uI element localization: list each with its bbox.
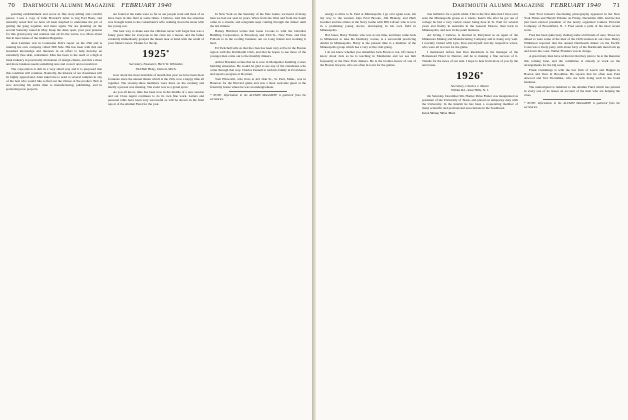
paragraph: Fred has been quite busy visiting some old friends of ours. Those we talked to were some of the men of the 1926 reunion in our class. Henry Wilkinson reported that the annual Dartmouth dinner on the Pacific Coast was a lively party with about forty of the Dartmouth men from up and down the coast. Walter Flanders was in charge.: [524, 33, 620, 54]
class-secretary: Secretary, Charles J. Moore: [450, 83, 490, 88]
paragraph: As you all know, time has been now in the middle of a new session and our Class Agent continues to do its own fine work. Letters and personal talks have been very successful as will be shown in the final report of the Alumni Fund for the year.: [108, 89, 204, 107]
column-3: [210, 12, 306, 416]
paragraph: The corporation is delt in a very small way and it is purposed that this condition will continue. Naturally, the interest of our classmates will be highly appreciated. Alan asked me to send to several samples in any of the best who would like to find out the virtues of the product. Bob is now devoting his entire time to manufacturing, publishing, and in promoting new projects.: [6, 66, 102, 91]
footnote-marker: *: [166, 50, 170, 57]
class-year-heading: [422, 70, 518, 83]
paragraph: Tom Ellsworth, who lives at 421 Oak St., St. Paul, Minn., was in Hanover for the Harvard game and was a most welcome guest at the fraternity house where he was an undergraduate.: [210, 76, 306, 89]
right-page: [316, 0, 628, 420]
column-3: [524, 12, 620, 416]
divider: [229, 91, 287, 92]
paragraph: On Saturday, December 9th, Homer Pulse Fisher was inaugurated as president of the University of Texas, and placed on temporary duty with the University. In the interim he has been a cooperating member of many scientific and professional associations in the Southwest.: [422, 94, 518, 111]
divider: [543, 99, 601, 100]
left-page: [0, 0, 313, 420]
paragraph: Gaw about the most desirable of month this year we have been most fortunate since the annual dinner which is the 25th, now a happy time all together. The seventy-three members were there on the evening and hardly a person was missing. The event was as a grand sport.: [108, 72, 204, 89]
paragraph: Halsey Hubbard writes that Gene Crooks is with the Gibraltar Building Corporation, at Broadway and 33rd St., New York, and Don Pollock is in the roofing business out on Long Island and working it hard.: [210, 29, 306, 46]
paragraph: pointing establishment and wrote as fine story-telling and colorful pieces. I saw a copy of John Howard's letter to Jug Earl Bean, and naturally noted that we have all been inspired to undertake the job of getting the gang together, and there again. We are planning on the second Saturday round in May. Keep the dates open, your year pension for this grand party and reunion and all it's the wives, too. More about this in later issues of the Alumni Magazine.: [6, 12, 102, 41]
column-2: [422, 12, 518, 416]
footnote: * NOTE: Information in the ALUMNI MAGAZINE is gathered from the secretaries.: [524, 100, 620, 109]
paragraph: The best way to make sure the children never will forget that was a funny great time for everyone in the class are a lesson, and the father evidently immediately grasped the meant near at hand with the result of your father's news. Thanks for the tip.: [108, 29, 204, 46]
paragraph: I do not know whether you remember Jack Brock or not. Of course I know about Jack as he is teaching in Manhattan and we see him frequently at the New York dinners. He is the brother-in-law of one of the Boston lawyers, who are often in town for the games.: [320, 50, 416, 67]
secretary-address: 394 Bell Bldg., Detroit, Mich.: [135, 66, 177, 71]
paragraph: Hal Jones, Harry Tisdale, who was at one time, and there came back to Minnesota to take his Dentistry course, is a successful practicing dentist in Minneapolis. Harry at the present time is a member of the Minneapolis group which has a very active club going.: [320, 33, 416, 50]
paragraph: In New York on the Saturday of the Yale Game, we heard of many men we had not seen in years. Wires from the West and from the South came in a stream, and telegrams kept coming through the dinner until the last minute.: [210, 12, 306, 29]
column-1: [320, 12, 416, 416]
paragraph: Frank Cummings is with the law firm of Leech and Hughes in Boston and lives in Brookline. He reports that he often sees Paul Atwood and Ted Thorndike, who are both doing well in the bond business.: [524, 67, 620, 84]
paragraph: A great many men have written in that they plan to be at the Reunion this coming June, and the committee is already at work on the arrangements for the big week.: [524, 54, 620, 67]
paragraph: I mentioned before that Don Raelsback is the manager of the Homestead Hotel in Denver, and he is making a fine success of it. Thanks for the news of our lads. I hope to hear from more of you by the next issue.: [422, 50, 518, 67]
page-number: 70: [8, 2, 16, 9]
magazine-title: Dartmouth Alumni Magazine: [452, 2, 545, 9]
paragraph: energy to drive to St. Paul or Minneapolis. I go over again soon. On my way to the western trips Fred Brooks, Jim Blakely, and Herb Gardner and the others at the Navy Game with Bill Calvert who is now in a promising young doctor, developing in his own field in Minneapolis.: [320, 12, 416, 33]
issue-date: FEBRUARY 1940: [550, 2, 601, 9]
class-secretary: Secretary-Treasurer, Herb W. Whitsides: [129, 62, 183, 67]
paragraph: The undersigned is indebted to the Alumni Fund which has printed in every one of its issues an account of the men who are helping the class.: [524, 84, 620, 97]
column-2: [108, 12, 204, 416]
page-number: 71: [612, 2, 620, 9]
column-1: [6, 12, 102, 416]
issue-date: FEBRUARY 1940: [121, 2, 172, 9]
paragraph: Arthur Hawkins writes that he is now in Montpelier handling a store building enterprise. He would be glad to see any of the classmates who come through that way. Charles Pennell is with his family in Providence and reports progress at his plant.: [210, 59, 306, 76]
paragraph: are found at the same were so far as our people want and most of us have been in this field at some times. I believe, said that the situation was brought home to the consultants's wife walking down the street with her young son.: [108, 12, 204, 29]
paragraph: Art Irving, I believe, is married in Maryland as an agent of the Minnesota Mining and Manufacturing Company and is doing very well. I recently visited with Lyle, Don and myself and my respective wives, who were all in town for the game.: [422, 33, 518, 50]
running-head-left: [8, 2, 176, 9]
class-year: 1925: [142, 48, 167, 61]
footnote: * NOTE: Information in the ALUMNI MAGAZINE is gathered from the secretaries.: [210, 92, 306, 101]
secretary-address: Wilder Rd., Rest Hills, N. J.: [450, 87, 490, 92]
footnote-marker: *: [480, 71, 484, 78]
class-year: 1926: [456, 69, 481, 82]
paragraph: Tom Fred Janson's fascinating photography appeared in the New York Times and Herald Tribune on Friday, December 29th. And he has just been elected president of the newly organized Camera Pictorial Company of Broomfield, N. J. Fred sends a print of his most recent work.: [524, 12, 620, 33]
paragraph: Alan Lattimer was in Lonesome Pete's report on the 25th and is running his own company called Hill Safe. Hal has been with this and streamed knowledge and interests in an effort to help develop an extremely fine skin, retirement. Man has been to the teeth at a high at bank industry in practically all manner of design clients, and this a more and more business needs something sure and correct and economical.: [6, 41, 102, 66]
running-head-right: [452, 2, 620, 9]
section-subhead: Good Work; Well Done: [422, 111, 456, 116]
paragraph: Ed Twitchell tells us that the class has been very active in the Boston region with the Dartmouth Club, and that he hopes to see more of the younger men come out to the monthly dinners.: [210, 46, 306, 59]
class-year-heading: [108, 48, 204, 61]
paragraph: true ballistics for a quick while. This is the first time that I have ever seen the Minneapolis group as a whole. Kent's life after he got out of college he had a very varied career being here in St. Paul for several years and finally in Australia in the General Motors, then back in Minneapolis, and now in the paint business.: [422, 12, 518, 33]
magazine-title: Dartmouth Alumni Magazine: [23, 2, 116, 9]
